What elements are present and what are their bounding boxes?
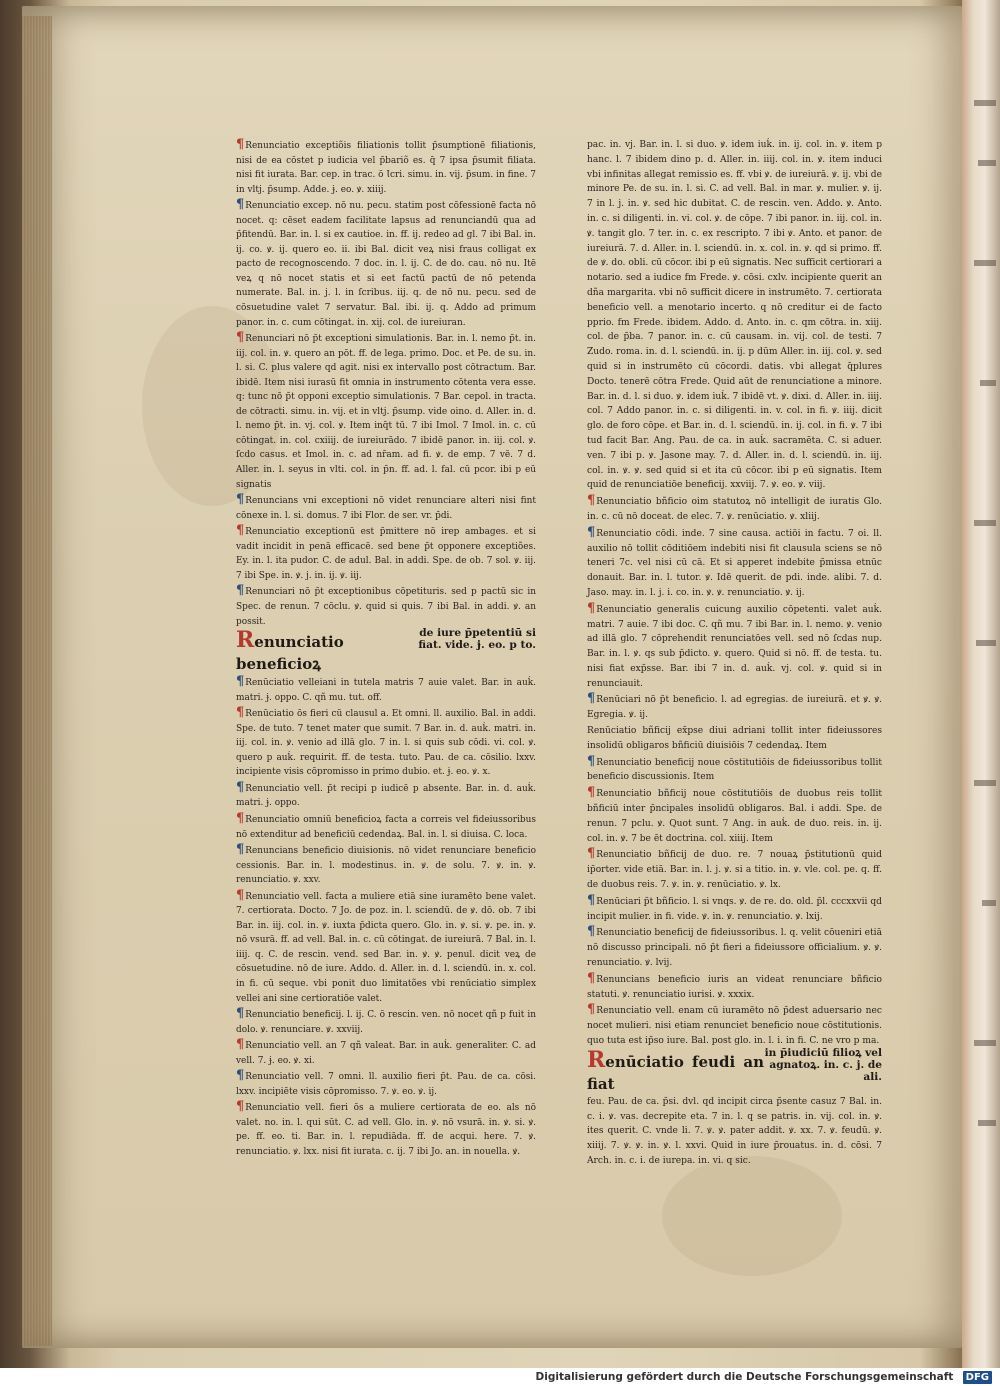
lemma-initial: R — [587, 1046, 606, 1073]
entry-text: Renūciatio velleiani in tutela matris 7 auie valet. Bar. in auḱ. matri. ɉ. oppo. C. qñ mu. tut. off. — [236, 678, 536, 703]
entry-paragraph — [587, 755, 882, 786]
entry-text: Renuncians beneficio diuisionis. nō videt renunciare beneficio cessionis. Bar. in. l. modestinus. in. ꝟ. de solu. 7. ꝟ. in. ꝟ. renunciatio. ꝟ. xxv. — [236, 846, 536, 886]
entry-text: Renunciari nō p̄t exceptioni simulationis. Bar. in. l. nemo p̄t. in. iij. col. in. ꝟ. quero an pōt. ff. de lega. primo. Doc. et Pe. de su. in. l. si. C. plus valere qd agit. nisi ex intervallo post cōtractum. Bar. ibidē. Item nisi iurasū fit omnia in instrumento cōtenta vera esse. q: tunc nō p̄t opponi exceptio simulationis. 7 Bar. cepol. in tracta. de cōtracti. simu. in. vij. et in vltj. p̄sump. vide oino. d. Aller. in. d. l. nemo p̄t. in. vj. col. ꝟ. Item inq̄t tū. 7 ibi Imol. 7 Imol. in. c. cū cōtingat. in. col. cxiiij. de iureiurādo. 7 ibidē panor. in. iij. col. ꝟ. ſcdo casus. et Imol. in. c. ad nr̄am. ad fi. ꝟ. de emp. 7 vē. 7 d. Aller. in. l. seyus in vlti. col. in p̄n. ff. ad. l. fal. cū pcor. ibi p eū signatis — [236, 334, 536, 490]
entry-text: Renunciatio beneficij. l. ij. C. ō rescin. ven. nō nocet qñ p fuit in dolo. ꝟ. renunciare. ꝟ. xxviij. — [236, 1010, 536, 1035]
entry-text: Renunciatio beneficij de fideiussoribus. l. q. velit cōueniri etiā nō discusso principali. nō p̄t fieri a fideiussore officialium. ꝟ. ꝟ. renunciatio. ꝟ. lvij. — [587, 928, 882, 969]
entry-text: feu. Pau. de ca. p̄si. dvl. qd incipit circa p̄sente casuz 7 Bal. in. c. i. ꝟ. vas. decrepite eta. 7 in. l. q se patris. in. vij. col. in. ꝟ. ites querit. C. vnde li. 7. ꝟ. ꝟ. pater addit. ꝟ. xx. 7. ꝟ. feudū. ꝟ. xiiij. 7. ꝟ. ꝟ. in. ꝟ. l. xxvi. Quid in iure p̄rouatus. in. d. cōsi. 7 Arch. in. c. i. de iurepa. in. vi. q sic. — [587, 1096, 882, 1166]
entry-text: Renuncians vni exceptioni nō videt renunciare alteri nisi fint cōnexe in. l. si. domus. 7 ibi Flor. de ser. vr. p̄di. — [236, 496, 536, 521]
entry-paragraph — [587, 847, 882, 892]
entry-paragraph — [587, 692, 882, 723]
entry-text: Renunciatio exceptionū est p̄mittere nō irep ambages. et si vadit incidit in penā efficacē. sed bene p̄t opponere exceptiões. Ey. in. l. ita pudor. C. de adul. Bal. in addi. Spe. de ob. 7 sol. ꝟ. iij. 7 ibi Spe. in. ꝟ. j. in. ij. ꝟ. iij. — [236, 527, 536, 581]
lemma-side-line-2: agnatoꝝ. in. c. j. de ali. — [769, 1058, 882, 1083]
entry-paragraph — [587, 894, 882, 925]
paragraph-mark-icon: ¶ — [236, 705, 245, 721]
lemma-side-line-2: fiat. vide. ɉ. eo. p to. — [418, 639, 536, 652]
paragraph-mark-icon: ¶ — [587, 1002, 596, 1018]
paragraph-mark-icon: ¶ — [587, 892, 596, 908]
paragraph-mark-icon: ¶ — [236, 137, 245, 152]
paragraph-mark-icon: ¶ — [587, 785, 596, 801]
right-entries — [587, 138, 882, 1049]
right-entries-continued — [587, 1095, 882, 1169]
paper-stain — [662, 1156, 842, 1276]
paragraph-mark-icon: ¶ — [236, 330, 245, 346]
entry-text: Renunciari nō p̄t exceptionibus cōpetituris. sed p pactū sic in Spec. de renun. 7 cōclu. ꝟ. quid si quis. 7 ibi Bal. in addi. ꝟ. an possit. — [236, 587, 536, 627]
paragraph-mark-icon: ¶ — [236, 1099, 245, 1115]
entry-paragraph — [236, 675, 536, 705]
paragraph-mark-icon: ¶ — [236, 842, 245, 858]
paragraph-mark-icon: ¶ — [587, 846, 596, 862]
paragraph-mark-icon: ¶ — [236, 197, 245, 213]
entry-paragraph — [236, 843, 536, 888]
lemma-side-line-1: de iure p̄petentiū si — [419, 627, 536, 640]
paragraph-mark-icon: ¶ — [587, 691, 596, 707]
entry-paragraph — [236, 198, 536, 330]
paragraph-mark-icon: ¶ — [236, 523, 245, 539]
entry-text: Renunciatio vell. p̄t recipi p iudicē p absente. Bar. in. d. auḱ. matri. ɉ. oppo. — [236, 783, 536, 809]
entry-paragraph — [587, 972, 882, 1003]
entry-paragraph — [587, 1095, 882, 1169]
entry-paragraph — [587, 786, 882, 846]
entry-paragraph — [236, 493, 536, 523]
entry-paragraph — [587, 526, 882, 601]
entry-text: Renūciari nō p̄t beneficio. l. ad egregias. de iureiurā. et ꝟ. ꝟ. Egregia. ꝟ. ij. — [587, 695, 882, 721]
entry-paragraph — [236, 706, 536, 780]
entry-paragraph — [587, 925, 882, 970]
entry-text: Renunciatio bñficij noue cōstitutiōis de duobus reis tollit bñficiū inter p̄ncipales insolidū obligaros. Bal. i addi. Spe. de renun. 7 pclu. ꝟ. Quot sunt. 7 Ang. in auḱ. de duo. reis. in. ij. col. in. ꝟ. 7 be ēt doctrina. col. xiiij. Item — [587, 789, 882, 844]
paragraph-mark-icon: ¶ — [236, 887, 245, 903]
entry-text: Renunciatio vell. fieri ōs a muliere certiorata de eo. als nō valet. no. in. l. qui sūt. C. ad vell. Glo. in. ꝟ. nō vsurā. in. ꝟ. si. ꝟ. pe. ff. eo. ti. Bar. in. l. repudiāda. ff. de acqui. here. 7. ꝟ. renunciatio. ꝟ. lxx. nisi fit iurata. c. ij. 7 ibi Jo. an. in nouella. ꝟ. — [236, 1103, 536, 1157]
entry-text: Renunciatio generalis cuicung auxilio cōpetenti. valet auḱ. matri. 7 auie. 7 ibi doc. C. qñ mu. 7 ibi Bar. in. l. nemo. ꝟ. venio ad illā glo. 7 cōprehendit renunciatōes vell. sed nō ſcdas nup. Bar. in. l. ꝟ. qs sub p̄dicto. ꝟ. quero. Quid si nō. ff. de testa. tu. nisi fiat exp̄sse. Bar. ibi 7 in. d. auḱ. vj. col. ꝟ. quid si in renunciauit. — [587, 604, 882, 689]
entry-text: Renunciatio exceptiõis filiationis tollit p̄sumptionē filiationis, nisi de ea cōstet p iudicia vel p̄bariõ es. q̄ 7 ipsa p̄sumit filiata. nisi fit iurata. Bar. cep. in trac. ō Ɩcri. simu. in. vij. p̄sum. in fine. 7 in vltj. p̄sump. Adde. ɉ. eo. ꝟ. xiiij. — [236, 141, 536, 195]
entry-text: Renunciatio beneficij noue cōstitutiōis de fideiussoribus tollit beneficio discussionis. Item — [587, 757, 882, 783]
entry-paragraph — [236, 889, 536, 1006]
lemma-side-line-1: in p̄iudiciū filioꝝ vel — [764, 1046, 882, 1059]
entry-text: Renunciatio vell. an 7 qñ valeat. Bar. in auḱ. generaliter. C. ad vell. 7. ɉ. eo. ꝟ. xi. — [236, 1041, 536, 1066]
paragraph-mark-icon: ¶ — [587, 600, 596, 616]
entry-paragraph — [587, 724, 882, 754]
entry-text: Renunciatio vell. enam cū iuramēto nō p̄dest aduersario nec nocet mulieri. nisi etiam renunciet beneficio noue cōstitutionis. quo tuta est ip̄so iure. Bal. post glo. in. l. i. in fi. C. ne vro p ma. — [587, 1006, 882, 1047]
entry-text: Renunciatio vell. 7 omni. ll. auxilio fieri p̄t. Pau. de ca. cōsi. lxxv. incipiēte visis cōpromisso. 7. ꝟ. eo. ꝟ. ij. — [236, 1072, 536, 1097]
lemma-heading-beneficiorum — [236, 629, 536, 675]
entry-text: Renunciatio bñficij de duo. re. 7 nouaꝝ p̄stitutionū quid ip̄orter. vide etiā. Bar. in. l. j. ꝟ. si a titio. in. ꝟ. vle. col. pe. q. ff. de duobus reis. 7. ꝟ. in. ꝟ. renūciatio. ꝟ. lx. — [587, 850, 882, 891]
entry-paragraph — [236, 524, 536, 583]
lemma-side-note — [764, 1047, 882, 1083]
entry-paragraph — [236, 812, 536, 842]
lemma-title: enunciatio beneficioꝝ — [236, 633, 344, 674]
left-entries — [236, 138, 536, 629]
paragraph-mark-icon: ¶ — [236, 492, 245, 508]
entry-text: Renunciatio omniū beneficioꝝ facta a correis vel fideiussoribus nō extenditur ad beneficiū cedendaꝝ. Bal. in. l. si diuisa. C. loca. — [236, 814, 536, 840]
entry-text: Renūciatio bñficij ex̄pse diui adriani tollit inter fideiussores insolidū obligaros bñficiū diuisiōis 7 cedendaꝝ. Item — [587, 726, 882, 751]
lemma-initial: R — [236, 627, 255, 654]
entry-paragraph — [236, 1038, 536, 1068]
entry-text: pac. in. vj. Bar. in. l. si duo. ꝟ. idem iuḱ. in. ij. col. in. ꝟ. item p hanc. l. 7 ibidem dino p. d. Aller. in. iiij. col. in. ꝟ. item induci vbi infinitas allegat remissio es. ff. vbi ꝟ. de iureiurā. ꝟ. ij. vbi de minore Pe. de su. in. l. si. C. ad vell. Bal. in mar. ꝟ. mulier. ꝟ. ij. 7 in l. j. in. ꝟ. sed hic dubitat. C. de rescin. ven. Addo. ꝟ. Anto. in. c. si diligenti. in. vi. col. ꝟ. de cōpe. 7 ibi panor. in. iij. col. in. ꝟ. tangit glo. 7 ter. in. c. ex rescripto. 7 ibi ꝟ. Anto. et panor. de iureiurā. 7. d. Aller. in. l. sciendū. in. x. col. in. ꝟ. qd si primo. ff. de ꝟ. do. obli. cū cōcor. ibi p eū signatis. Nec sufficit certiorari a notario. sed a iudice fm Frede. ꝟ. cōsi. cxlv. incipiente querit an dña margarita. vbi nō sufficit dicere in instrumēto. 7. certiorata beneficio vell. a menotario incerto. q nō creditur ei de facto pprio. fm Frede. ibidem. Addo. d. Anto. in. c. qm cōtra. in. xiij. col. de p̄ba. 7 panor. in. c. cū causam. in. vij. col. de testi. 7 Zudo. roma. in. d. l. sciendū. in. ij. p dūm Aller. in. iij. col. ꝟ. sed quid si in instrumēto cū cōcordi. datis. vbi allegat q̄plures Docto. tenerē cōtra Frede. Quid aūt de renunciatione a minore. Bar. in. d. l. si duo. ꝟ. idem iuḱ. 7 ibidē vt. ꝟ. dixi. d. Aller. in. iiij. col. 7 Addo panor. in. c. si diligenti. in. v. col. in fi. ꝟ. iiij. dicit glo. de foro cōpe. et Bar. in. d. l. sciendū. in. ij. col. in fi. ꝟ. 7 ibi tud facit Bar. Ang. Pau. de ca. in auḱ. sacramēta. C. si aduer. ven. 7 ibi p. ꝟ. Jasone may. 7. d. Aller. in. d. l. sciendū. in. iij. col. in. ꝟ. ꝟ. sed quid si et ita cū cōcor. ibi p eū signatis. Item quid de renunciatiōe beneficij. xxviij. 7. ꝟ. eo. ꝟ. viij. — [587, 140, 882, 491]
paragraph-mark-icon: ¶ — [587, 524, 596, 540]
right-text-column — [587, 138, 882, 1169]
entry-paragraph — [236, 584, 536, 629]
footer-credit: Digitalisierung gefördert durch die Deutsche Forschungsgemeinschaft — [535, 1371, 954, 1383]
entry-text: Renunciatio excep. nō nu. pecu. statim post cōfessionē facta nō nocet. q: cēset eadem facilitate lapsus ad renunciandū qua ad p̄fitendū. Bar. in. l. si ex cautioe. in. ff. ij. redeo ad gl. 7 ibi Bal. in. ij. co. ꝟ. ij. quero eo. ii. ibi Bal. dicit veꝝ nisi fraus colligat ex pacto de recognoscendo. 7 doc. in. l. ij. C. de do. cau. nō nu. Itē veꝝ q nō nocet statis et si eet factū pactū de nō petenda numerate. Bal. in. j. l. in ſcribus. iij. q. de nō nu. pecu. sed de cōsuetudine valet 7 servatur. Bal. ibi. ij. q. Addo ad primum panor. in. c. cum cōtingat. in. xij. col. de iureiuran. — [236, 201, 536, 328]
paragraph-mark-icon: ¶ — [236, 1006, 245, 1022]
left-text-column — [236, 138, 536, 1160]
page-gutter — [22, 16, 52, 1346]
entry-paragraph — [587, 494, 882, 525]
entry-text: Renūciatio ōs fieri cū clausul a. Et omni. ll. auxilio. Bal. in addi. Spe. de tuto. 7 tenet mater que sumit. 7 Bar. in. d. auḱ. matri. in. iij. col. in. ꝟ. venio ad illā glo. 7 in. l. si quis sub cōdi. vi. col. ꝟ. quero p auḱ. requirit. ff. de testa. tuto. Pau. de ca. cōsilio. lxxv. incipiente visis cōpromisso in primo dubio. et. ɉ. eo. ꝟ. x. — [236, 709, 536, 778]
entry-text: Renūciari p̄t bñficio. l. si vnqs. ꝟ. de re. do. old. p̄l. cccxxvii qd incipit mulier. in fi. vide. ꝟ. in. ꝟ. renunciatio. ꝟ. lxij. — [587, 896, 882, 922]
lemma-side-note — [418, 627, 536, 651]
paragraph-mark-icon: ¶ — [587, 970, 596, 986]
entry-paragraph — [236, 1069, 536, 1099]
lemma-title: enūciatio feudi an fiat — [587, 1052, 764, 1093]
paragraph-mark-icon: ¶ — [236, 583, 245, 599]
entry-paragraph — [587, 1003, 882, 1048]
entry-text: Renunciatio bñficio oim statutoꝝ nō intelligit de iuratis Glo. in. c. cū nō doceat. de elec. 7. ꝟ. renūciatio. ꝟ. xliij. — [587, 497, 882, 522]
paragraph-mark-icon: ¶ — [587, 924, 596, 940]
digitization-footer — [0, 1368, 1000, 1386]
left-entries-continued — [236, 675, 536, 1160]
entry-paragraph — [236, 138, 536, 197]
paragraph-mark-icon: ¶ — [236, 1068, 245, 1084]
paragraph-mark-icon: ¶ — [587, 493, 596, 509]
entry-paragraph — [236, 1007, 536, 1037]
entry-paragraph — [587, 602, 882, 692]
paragraph-mark-icon: ¶ — [236, 674, 245, 690]
paragraph-mark-icon: ¶ — [236, 810, 245, 826]
paragraph-mark-icon: ¶ — [587, 753, 596, 769]
next-page-edge — [962, 0, 1000, 1368]
entry-text: Renunciatio vell. facta a muliere etiā sine iuramēto bene valet. 7. certiorata. Docto. 7 Jo. de poz. in. l. sciendū. de ꝟ. dō. ob. 7 ibi Bar. in. iij. col. in. ꝟ. iuxta p̄dicta quero. Glo. in. ꝟ. si. ꝟ. pe. in. ꝟ. nō vsurā. ff. ad vell. Bal. in. c. cū cōtingat. de iureiurā. 7 Bal. in. l. iiij. q. C. de rescin. vend. sed Bar. in. ꝟ. ꝟ. penul. dicit veꝝ de cōsuetudine. nō de iure. Addo. d. Aller. in. d. l. sciendū. in. x. col. in fi. cū seque. vbi ponit duo limitatões vbi renūciatio simplex vellei ani sine certioratiōe valet. — [236, 891, 536, 1004]
paragraph-mark-icon: ¶ — [236, 1037, 245, 1053]
entry-text: Renunciatio cōdi. inde. 7 sine causa. actiōi in factu. 7 oi. ll. auxilio nō tollit cōditiōem indebiti nisi fit clausula sciens se nō teneri 7c. vel nisi cū cā. Et si apperet indebite p̄missa etnūc donauit. Bar. in. l. tutor. ꝟ. Idē querit. de pdi. inde. alibi. 7. d. Jaso. may. in. l. j. i. co. in. ꝟ. ꝟ. renunciatio. ꝟ. ij. — [587, 528, 882, 598]
lemma-heading-feudi — [587, 1046, 882, 1095]
entry-paragraph — [236, 331, 536, 492]
entry-paragraph — [236, 1100, 536, 1159]
entry-paragraph — [236, 781, 536, 811]
paragraph-mark-icon: ¶ — [236, 779, 245, 795]
entry-text: Renuncians beneficio iuris an videat renunciare bñficio statuti. ꝟ. renunciatio iurisi. ꝟ. xxxix. — [587, 974, 882, 1000]
entry-paragraph — [587, 138, 882, 493]
dfg-logo: DFG — [963, 1371, 992, 1384]
